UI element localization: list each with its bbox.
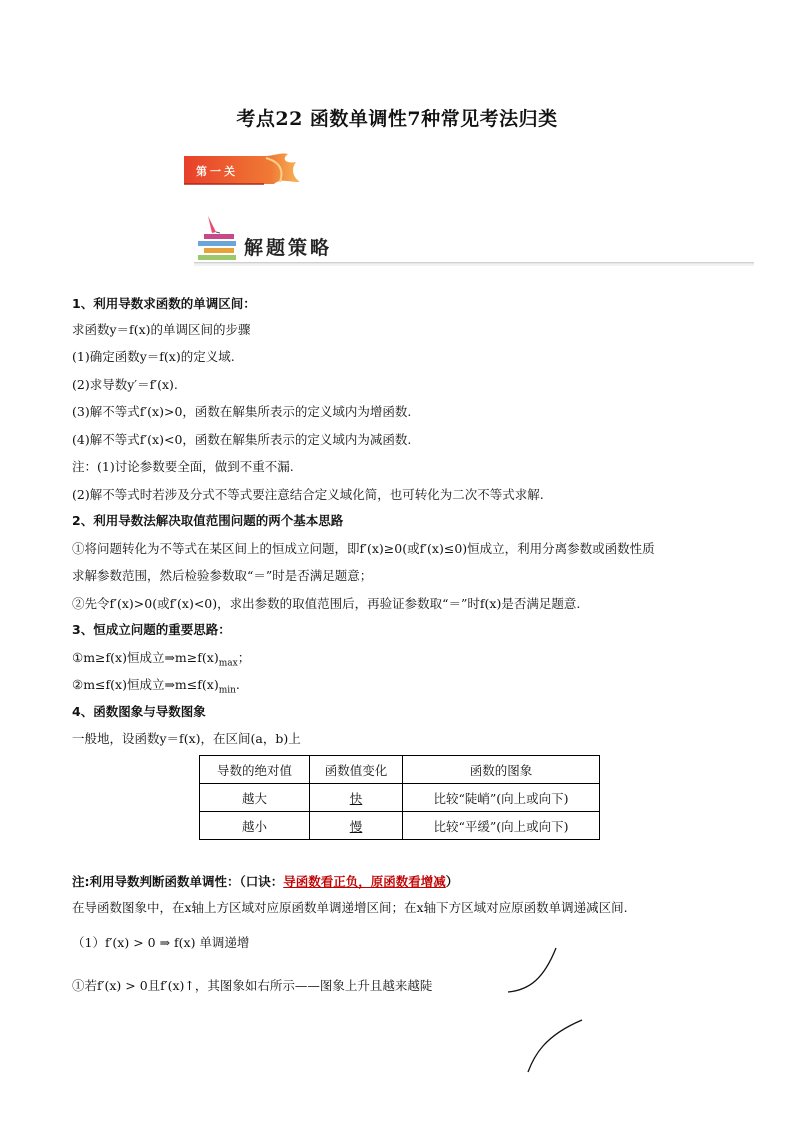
table-cell: 比较“平缓”(向上或向下)	[403, 812, 600, 840]
derivative-graph-table	[199, 755, 600, 840]
section1-line: 求函数y＝f(x)的单调区间的步骤	[72, 322, 251, 337]
gentle-rising-curve-graphic	[520, 1016, 590, 1076]
table-cell: 越小	[200, 812, 310, 840]
level-banner-label: 第一关	[196, 165, 238, 178]
table-header-cell: 函数值变化	[310, 756, 403, 784]
table-cell: 越大	[200, 784, 310, 812]
section2-heading: 2、利用导数法解决取值范围问题的两个基本思路	[72, 513, 344, 528]
section4-intro: 一般地，设函数y＝f(x)，在区间(a，b)上	[72, 731, 301, 746]
section1-heading: 1、利用导数求函数的单调区间：	[72, 296, 256, 311]
section1-line: 注：(1)讨论参数要全面，做到不重不漏.	[72, 459, 294, 474]
section1-line: (1)确定函数y＝f(x)的定义域.	[72, 349, 235, 364]
section1-line: (3)解不等式f′(x)>0，函数在解集所表示的定义域内为增函数.	[72, 404, 412, 419]
section2-line: 求解参数范围，然后检验参数取“＝”时是否满足题意；	[72, 568, 373, 583]
section1-line: (2)求导数y′＝f′(x).	[72, 377, 178, 392]
section1-line: (4)解不等式f′(x)<0，函数在解集所表示的定义域内为减函数.	[72, 432, 412, 447]
section1-line: (2)解不等式时若涉及分式不等式要注意结合定义域化简，也可转化为二次不等式求解.	[72, 487, 544, 502]
table-header-cell: 导数的绝对值	[200, 756, 310, 784]
note-line: 注:利用导数判断函数单调性：（口诀：导函数看正负，原函数看增减）	[72, 874, 459, 889]
section2-line: ①将问题转化为不等式在某区间上的恒成立问题，即f′(x)≥0(或f′(x)≤0)恒成立，利用分离参数或函数性质	[72, 541, 655, 556]
case1-line: （1）f′(x) > 0 ⇒ f(x) 单调递增	[72, 935, 250, 950]
table-cell: 快	[310, 784, 403, 812]
table-row	[200, 784, 600, 812]
steep-rising-curve-graphic	[500, 944, 564, 996]
section3-heading: 3、恒成立问题的重要思路：	[72, 622, 231, 637]
table-row	[200, 812, 600, 840]
table-cell: 比较“陡峭”(向上或向下)	[403, 784, 600, 812]
mnemonic-text: 导函数看正负，原函数看增减	[283, 874, 446, 889]
table-header-row	[200, 756, 600, 784]
table-cell: 慢	[310, 812, 403, 840]
note-line: 在导函数图象中，在x轴上方区域对应原函数单调递增区间；在x轴下方区域对应原函数单调递减区间.	[72, 900, 628, 915]
table-header-cell: 函数的图象	[403, 756, 600, 784]
strategy-header-label: 解题策略	[244, 237, 333, 259]
section3-line-min: ②m≤f(x)恒成立$\Rightarrow m\le f(x)_{min}$.	[72, 677, 240, 696]
section3-line-max: ①m≥f(x)恒成立$\Rightarrow m\ge f(x)_{max}$；	[72, 650, 251, 669]
page-title: 考点22 函数单调性7种常见考法归类	[236, 108, 558, 130]
section2-line: ②先令f′(x)>0(或f′(x)<0)，求出参数的取值范围后，再验证参数取“＝”时f(x)是否满足题意.	[72, 596, 581, 611]
case1a-line: ①若f′(x) > 0且f′(x)↑，其图象如右所示——图象上升且越来越陡	[72, 978, 433, 993]
section4-heading: 4、函数图象与导数图象	[72, 704, 206, 719]
